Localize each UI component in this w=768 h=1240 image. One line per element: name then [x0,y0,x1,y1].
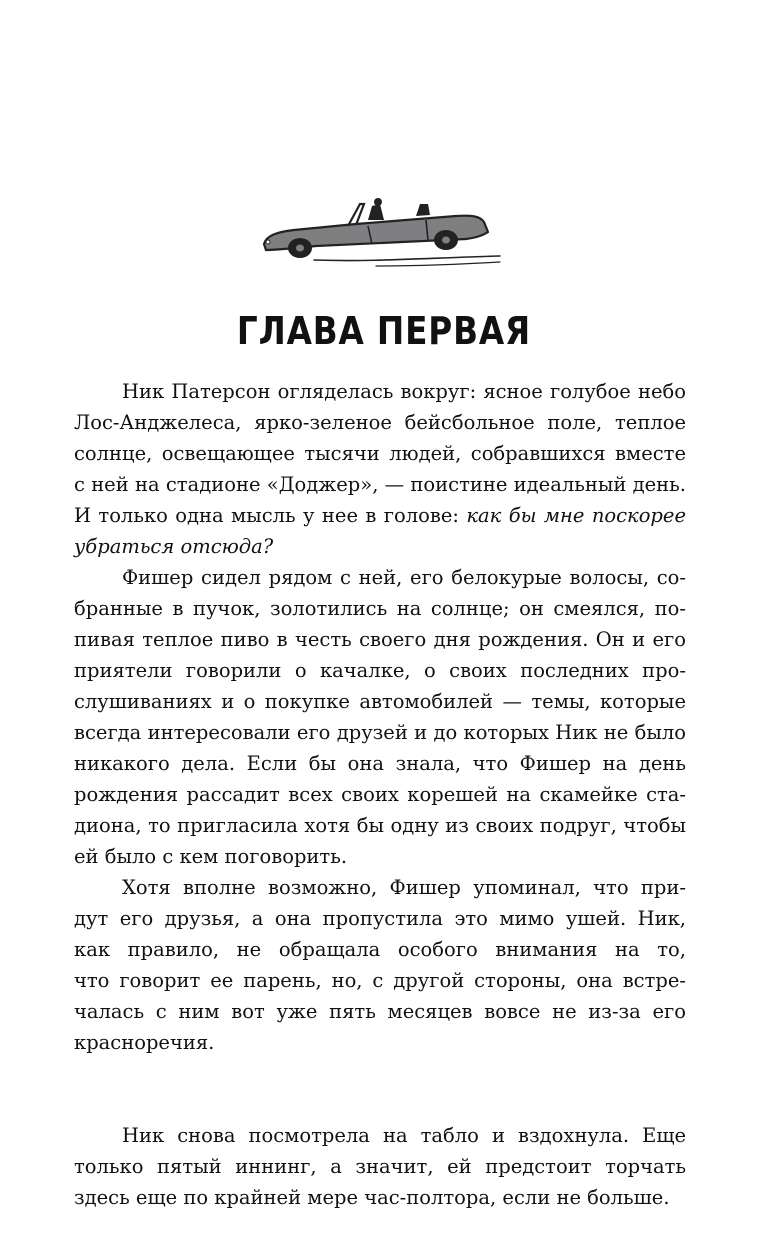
line-text: только пятый иннинг, а значит, ей предстоит торчать [74,1155,686,1178]
text-line [74,996,686,1027]
line-text: что говорит ее парень, но, с другой стороны, она встре- [74,969,686,992]
line-text: Ник снова посмотрела на табло и вздохнула. Еще [122,1124,686,1147]
text-line [74,562,686,593]
text-line [74,686,686,717]
paragraph [74,1120,686,1213]
line-text: Хотя вполне возможно, Фишер упоминал, что при- [122,876,686,899]
paragraph [74,872,686,1058]
line-text: солнце, освещающее тысячи людей, собравшихся вместе [74,442,686,465]
line-text: Фишер сидел рядом с ней, его белокурые волосы, со- [122,566,686,589]
line-text: И только одна мысль у нее в голове: [74,504,467,527]
paragraph [74,376,686,562]
text-line [74,810,686,841]
line-text: Ник Патерсон огляделась вокруг: ясное голубое небо [122,380,686,403]
convertible-car-icon [256,186,506,276]
text-line [74,469,686,500]
text-line [74,1151,686,1182]
text-line [74,965,686,996]
line-text: Лос-Анджелеса, ярко-зеленое бейсбольное поле, теплое [74,411,686,434]
paragraph [74,562,686,872]
line-italic-text: как бы мне поскорее [466,504,686,527]
text-line [74,376,686,407]
line-text: рождения рассадит всех своих корешей на скамейке ста- [74,783,686,806]
text-line [74,407,686,438]
line-text: слушиваниях и о покупке автомобилей — темы, которые [74,690,686,713]
section-break [74,1058,686,1120]
text-line [74,1182,686,1213]
text-line [74,531,686,562]
text-line [74,624,686,655]
text-line [74,903,686,934]
line-text: всегда интересовали его друзей и до которых Ник не было [74,721,686,744]
line-text: с ней на стадионе «Доджер», — поистине идеальный день. [74,473,686,496]
text-line [74,438,686,469]
text-line [74,872,686,903]
line-text: дут его друзья, а она пропустила это мимо ушей. Ник, [74,907,686,930]
line-text: бранные в пучок, золотились на солнце; он смеялся, по- [74,597,686,620]
text-line [74,500,686,531]
text-line [74,841,686,872]
line-italic-text: убраться отсюда? [74,535,274,558]
line-text: диона, то пригласила хотя бы одну из своих подруг, чтобы [74,814,686,837]
text-line [74,779,686,810]
chapter-title: ГЛАВА ПЕРВАЯ [236,309,532,353]
line-text: ей было с кем поговорить. [74,845,348,868]
line-text: никакого дела. Если бы она знала, что Фишер на день [74,752,686,775]
text-line [74,934,686,965]
text-line [74,593,686,624]
text-line [74,1120,686,1151]
line-text: пивая теплое пиво в честь своего дня рождения. Он и его [74,628,686,651]
text-line [74,655,686,686]
line-text: приятели говорили о качалке, о своих последних про- [74,659,686,682]
line-text: как правило, не обращала особого внимания на то, [74,938,686,961]
text-line [74,1027,686,1058]
chapter-text [74,376,686,1213]
text-line [74,748,686,779]
text-line [74,717,686,748]
line-text: здесь еще по крайней мере час-полтора, если не больше. [74,1186,670,1209]
line-text: чалась с ним вот уже пять месяцев вовсе не из-за его [74,1000,686,1023]
line-text: красноречия. [74,1031,215,1054]
